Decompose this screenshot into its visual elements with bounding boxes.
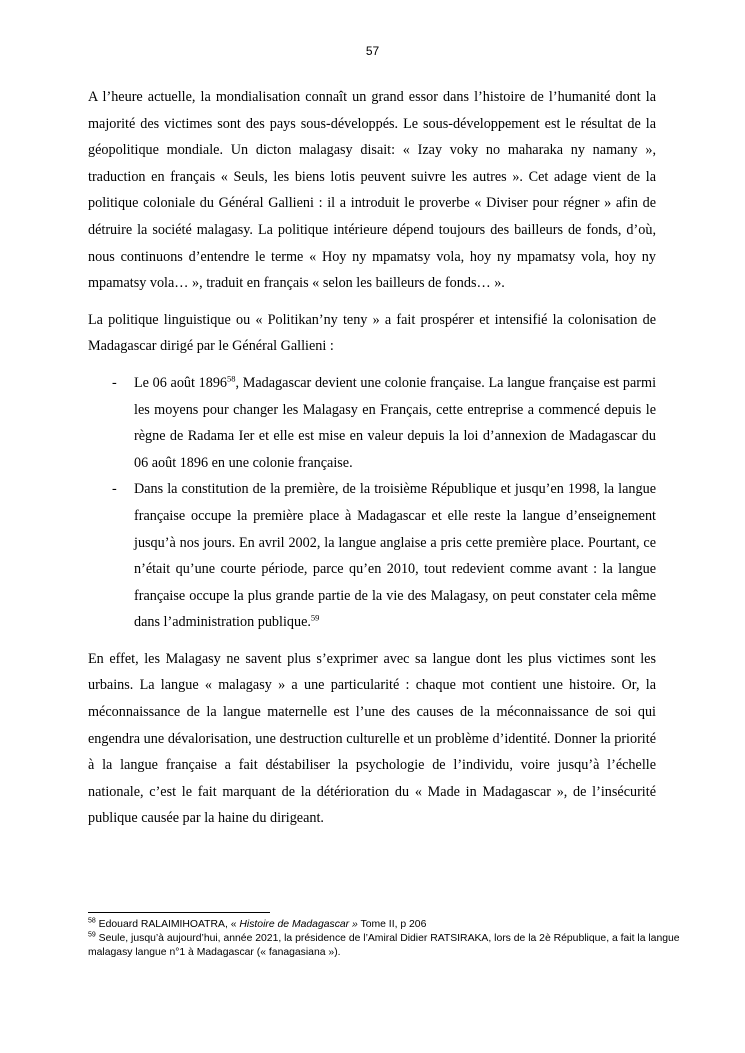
body-text [88, 84, 656, 842]
footnote-58 [88, 918, 688, 932]
footnote-ref-59[interactable]: 59 [310, 612, 320, 623]
paragraph-en-effet: En effet, les Malagasy ne savent plus s’exprimer avec sa langue dont les plus victimes sont les urbains. La langue « malagasy » a une particularité : chaque mot contient une histoire. Or, la méconnaissance de la langue maternelle est l’une des causes de la méconnaissance de soi qui engendra une dévalorisation, une destruction culturelle et un problème d’identité. Donner la priorité à la langue française a fait déstabiliser la psychologie de l’individu, voire jusqu’à l’échelle nationale, c’est le fait marquant de la détérioration du « Made in Madagascar », de l’insécurité publique causée par la haine du dirigeant. [88, 650, 656, 827]
footnote-number: 59 [88, 931, 96, 939]
footnote-59 [88, 932, 688, 960]
bullet-1-lead: Le 06 août 1896 [134, 374, 228, 391]
footnote-text: Edouard RALAIMIHOATRA, « [95, 919, 240, 930]
bullet-list [88, 370, 656, 636]
list-item [88, 370, 656, 476]
bullet-2-text: Dans la constitution de la première, de la troisième République et jusqu’en 1998, la langue française occupe la première place à Madagascar et elle reste la langue d’enseignement jusqu’à nos jours. En avril 2002, la langue anglaise a pris cette première place. Pourtant, ce n’était qu’une courte période, parce qu’en 2010, tout redevient comme avant : la langue française occupe la plus grande partie de la vie des Malagasy, on peut constater cela même dans l’administration publique. [134, 481, 656, 631]
page-number: 57 [365, 44, 380, 58]
list-item [88, 476, 656, 636]
footnote-text: Tome II, p 206 [357, 919, 427, 930]
book-title: Histoire de Madagascar » [239, 919, 358, 930]
bullet-dash: - [112, 374, 117, 391]
footnotes [88, 918, 688, 960]
footnote-text: Seule, jusqu’à aujourd’hui, année 2021, la présidence de l’Amiral Didier RATSIRAKA, lors de la 2è République, a fait la langue malagasy langue n°1 à Madagascar (« fanagasiana »). [88, 933, 680, 958]
paragraph-politique-linguistique: La politique linguistique ou « Politikan’ny teny » a fait prospérer et intensifié la colonisation de Madagascar dirigé par le Général Gallieni : [88, 311, 656, 355]
footnote-number: 58 [88, 917, 96, 925]
bullet-dash: - [112, 481, 117, 498]
bullet-1-text: , Madagascar devient une colonie française. La langue française est parmi les moyens pour changer les Malagasy en Français, cette entreprise a commencé depuis le règne de Radama Ier et elle est mise en valeur depuis la loi d’annexion de Madagascar du 06 août 1896 en une colonie française. [134, 374, 657, 471]
paragraph-mondialisation: A l’heure actuelle, la mondialisation connaît un grand essor dans l’histoire de l’humanité dont la majorité des victimes sont des pays sous-développés. Le sous-développement est le résultat de la géopolitique mondiale. Un dicton malagasy disait: « Izay voky no maharaka ny namany », traduction en français « Seuls, les biens lotis peuvent suivre les autres ». Cet adage vient de la politique coloniale du Général Gallieni : il a introduit le proverbe « Diviser pour régner » afin de détruire la société malagasy. La politique intérieure dépend toujours des bailleurs de fonds, d’où, nous continuons d’entendre le terme « Hoy ny mpamatsy vola, hoy ny mpamatsy vola, hoy ny mpamatsy vola… », traduit en français « selon les bailleurs de fonds… ». [88, 89, 656, 292]
footnote-separator [88, 912, 270, 913]
footnote-ref-58[interactable]: 58 [227, 373, 236, 384]
